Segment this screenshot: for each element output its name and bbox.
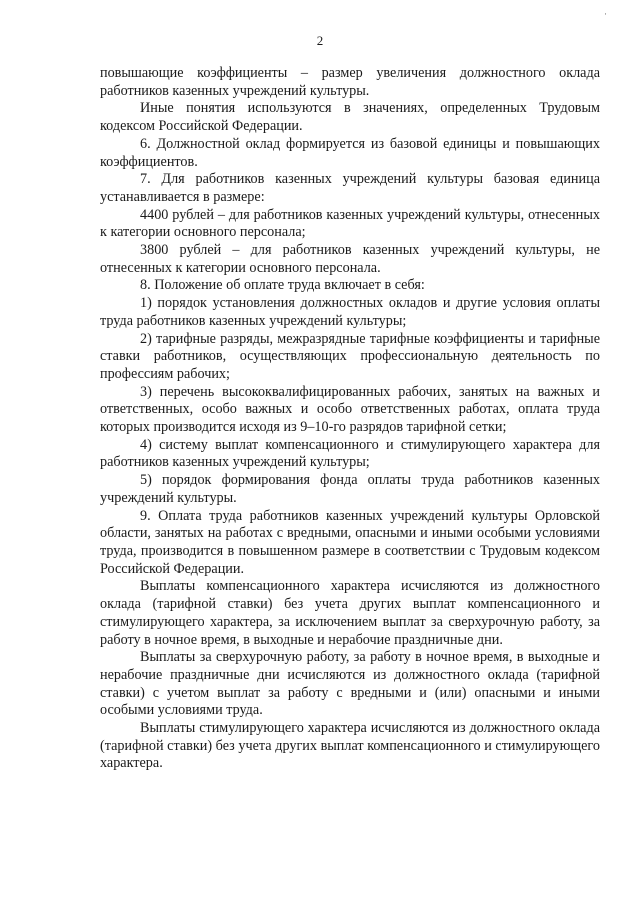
paragraph-base-unit-other-staff: 3800 рублей – для работников казенных учреждений культуры, не отнесенных к категории основного персонала.: [100, 242, 600, 276]
paragraph-other-terms: Иные понятия используются в значениях, определенных Трудовым кодексом Российской Федерации.: [100, 100, 600, 135]
paragraph-clause-8-item-2: 2) тарифные разряды, межразрядные тарифные коэффициенты и тарифные ставки работников, осуществляющих профессиональную деятельность по профессиям рабочих;: [100, 330, 600, 382]
paragraph-definition-coefficients: повышающие коэффициенты – размер увеличения должностного оклада работников казенных учреждений культуры.: [100, 65, 600, 99]
paragraph-overtime-payments: Выплаты за сверхурочную работу, за работу в ночное время, в выходные и нерабочие праздничные дни исчисляются из должностного оклада (тарифной ставки) с учетом выплат за работу с вредными и (или) опасными и иными особыми условиями труда.: [100, 649, 600, 719]
document-body: [100, 65, 600, 773]
paragraph-clause-8-item-4: 4) систему выплат компенсационного и стимулирующего характера для работников казенных учреждений культуры;: [100, 436, 600, 471]
paragraph-base-unit-main-staff: 4400 рублей – для работников казенных учреждений культуры, отнесенных к категории основного персонала;: [100, 206, 600, 241]
corner-mark: ·: [604, 9, 607, 19]
paragraph-clause-8-item-1: 1) порядок установления должностных окладов и другие условия оплаты труда работников казенных учреждений культуры;: [100, 295, 600, 329]
page-number: 2: [316, 33, 324, 48]
paragraph-clause-6: 6. Должностной оклад формируется из базовой единицы и повышающих коэффициентов.: [100, 135, 600, 170]
paragraph-clause-9: 9. Оплата труда работников казенных учреждений культуры Орловской области, занятых на работах с вредными, опасными и иными особыми условиями труда, производится в повышенном размере в соответствии с Трудовым кодексом Российской Федерации.: [100, 507, 600, 577]
paragraph-clause-7: 7. Для работников казенных учреждений культуры базовая единица устанавливается в размере:: [100, 171, 600, 205]
paragraph-clause-8-item-3: 3) перечень высококвалифицированных рабочих, занятых на важных и ответственных, особо важных и особо ответственных работах, оплата труда которых производится исходя из 9–10-го разрядов тарифной сетки;: [100, 383, 600, 436]
paragraph-compensation-payments: Выплаты компенсационного характера исчисляются из должностного оклада (тарифной ставки) без учета других выплат компенсационного и стимулирующего характера, за исключением выплат за сверхурочную работу, за работу в ночное время, в выходные и нерабочие праздничные дни.: [100, 578, 600, 648]
paragraph-clause-8: 8. Положение об оплате труда включает в себя:: [140, 277, 425, 294]
paragraph-clause-8-item-5: 5) порядок формирования фонда оплаты труда работников казенных учреждений культуры.: [100, 472, 600, 506]
paragraph-incentive-payments: Выплаты стимулирующего характера исчисляются из должностного оклада (тарифной ставки) без учета других выплат компенсационного и стимулирующего характера.: [100, 720, 600, 772]
